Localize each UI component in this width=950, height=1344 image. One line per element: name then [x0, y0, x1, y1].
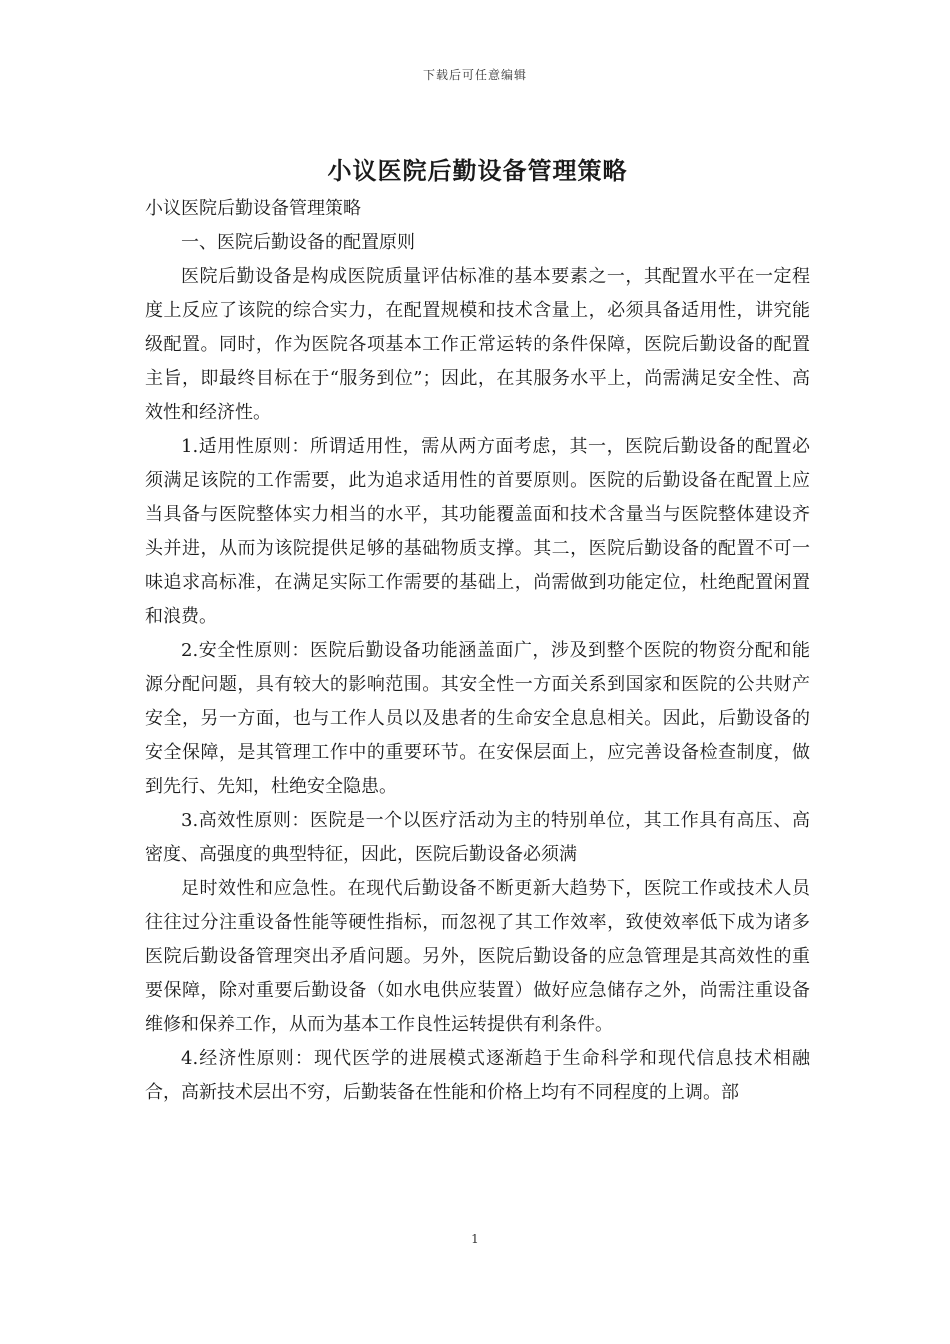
document-title: 小议医院后勤设备管理策略 — [327, 156, 628, 185]
document-body — [145, 150, 810, 1110]
document-subtitle: 小议医院后勤设备管理策略 — [145, 198, 361, 219]
paragraph-safety: 2.安全性原则：医院后勤设备功能涵盖面广，涉及到整个医院的物资分配和能源分配问题，具有较大的影响范围。其安全性一方面关系到国家和医院的公共财产安全，另一方面，也与工作人员以及患者的生命安全息息相关。因此，后勤设备的安全保障，是其管理工作中的重要环节。在安保层面上，应完善设备检查制度，做到先行、先知，杜绝安全隐患。 — [145, 640, 810, 797]
paragraph-efficiency-continued: 足时效性和应急性。在现代后勤设备不断更新大趋势下，医院工作或技术人员往往过分注重设备性能等硬性指标，而忽视了其工作效率，致使效率低下成为诸多医院后勤设备管理突出矛盾问题。另外，医院后勤设备的应急管理是其高效性的重要保障，除对重要后勤设备（如水电供应装置）做好应急储存之外，尚需注重设备维修和保养工作，从而为基本工作良性运转提供有利条件。 — [145, 878, 810, 1035]
page-header-note: 下载后可任意编辑 — [422, 68, 527, 82]
paragraph-efficiency: 3.高效性原则：医院是一个以医疗活动为主的特别单位，其工作具有高压、高密度、高强度的典型特征，因此，医院后勤设备必须满 — [145, 810, 810, 865]
paragraph-applicability: 1.适用性原则：所谓适用性，需从两方面考虑，其一，医院后勤设备的配置必须满足该院的工作需要，此为追求适用性的首要原则。医院的后勤设备在配置上应当具备与医院整体实力相当的水平，其功能覆盖面和技术含量当与医院整体建设齐头并进，从而为该院提供足够的基础物质支撑。其二，医院后勤设备的配置不可一味追求高标准，在满足实际工作需要的基础上，尚需做到功能定位，杜绝配置闲置和浪费。 — [145, 436, 810, 627]
page-number: 1 — [471, 1232, 479, 1246]
paragraph-economy: 4.经济性原则：现代医学的进展模式逐渐趋于生命科学和现代信息技术相融合，高新技术层出不穷，后勤装备在性能和价格上均有不同程度的上调。部 — [145, 1048, 810, 1103]
paragraph-intro: 医院后勤设备是构成医院质量评估标准的基本要素之一，其配置水平在一定程度上反应了该院的综合实力，在配置规模和技术含量上，必须具备适用性，讲究能级配置。同时，作为医院各项基本工作正常运转的条件保障，医院后勤设备的配置主旨，即最终目标在于“服务到位”；因此，在其服务水平上，尚需满足安全性、高效性和经济性。 — [145, 266, 810, 423]
section-heading: 一、医院后勤设备的配置原则 — [181, 232, 415, 253]
